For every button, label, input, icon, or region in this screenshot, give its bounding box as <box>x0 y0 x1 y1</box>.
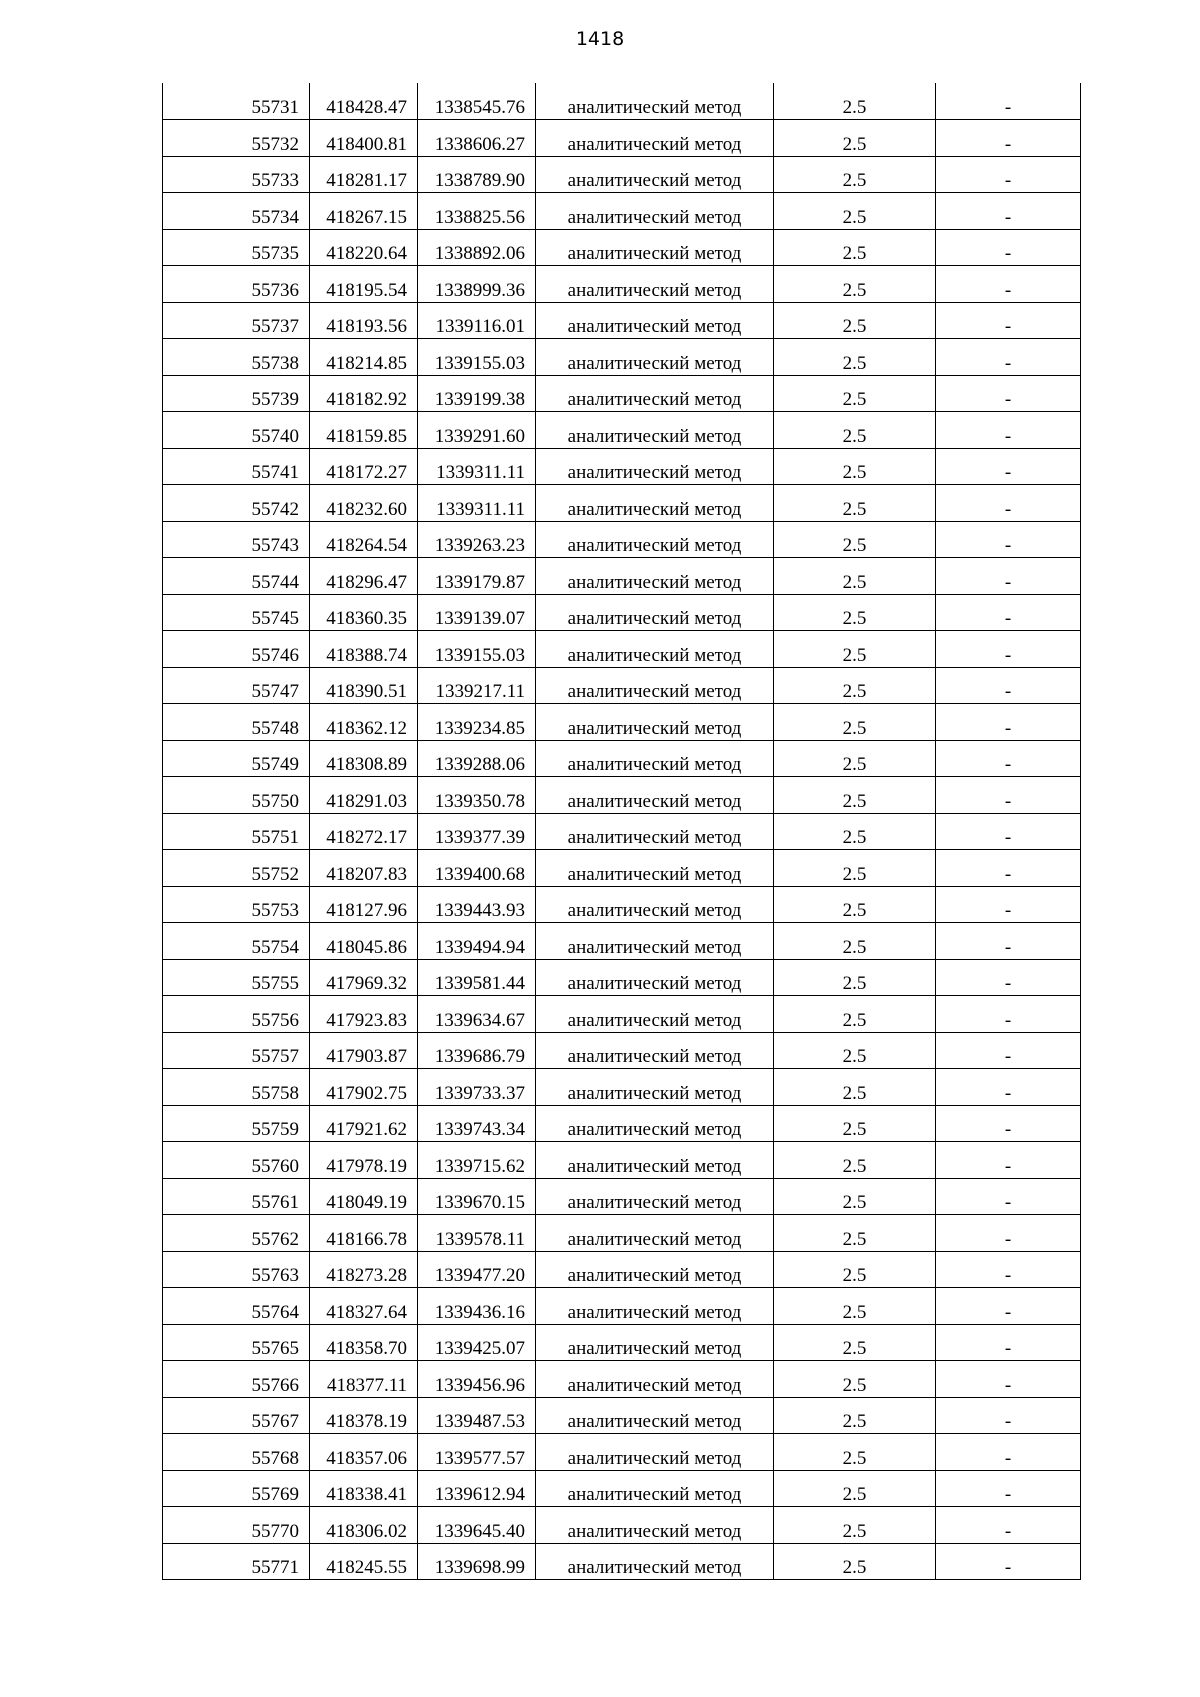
method-cell: аналитический метод <box>536 558 774 595</box>
point-number-cell: 55733 <box>163 156 310 193</box>
note-cell: - <box>936 375 1081 412</box>
note-cell: - <box>936 1361 1081 1398</box>
y-coordinate-cell: 1339456.96 <box>418 1361 536 1398</box>
y-coordinate-cell: 1339494.94 <box>418 923 536 960</box>
x-coordinate-cell: 418127.96 <box>310 886 418 923</box>
note-cell: - <box>936 850 1081 887</box>
method-cell: аналитический метод <box>536 631 774 668</box>
accuracy-cell: 2.5 <box>774 302 936 339</box>
accuracy-cell: 2.5 <box>774 1069 936 1106</box>
note-cell: - <box>936 485 1081 522</box>
method-cell: аналитический метод <box>536 1288 774 1325</box>
accuracy-cell: 2.5 <box>774 485 936 522</box>
table-row <box>163 923 1081 960</box>
point-number-cell: 55759 <box>163 1105 310 1142</box>
point-number-cell: 55760 <box>163 1142 310 1179</box>
point-number-cell: 55741 <box>163 448 310 485</box>
x-coordinate-cell: 418400.81 <box>310 120 418 157</box>
method-cell: аналитический метод <box>536 1470 774 1507</box>
accuracy-cell: 2.5 <box>774 667 936 704</box>
accuracy-cell: 2.5 <box>774 886 936 923</box>
method-cell: аналитический метод <box>536 193 774 230</box>
method-cell: аналитический метод <box>536 1069 774 1106</box>
y-coordinate-cell: 1338892.06 <box>418 229 536 266</box>
note-cell: - <box>936 740 1081 777</box>
accuracy-cell: 2.5 <box>774 412 936 449</box>
accuracy-cell: 2.5 <box>774 850 936 887</box>
table-row <box>163 777 1081 814</box>
method-cell: аналитический метод <box>536 886 774 923</box>
table-row <box>163 959 1081 996</box>
table-row <box>163 704 1081 741</box>
accuracy-cell: 2.5 <box>774 777 936 814</box>
x-coordinate-cell: 418193.56 <box>310 302 418 339</box>
x-coordinate-cell: 418214.85 <box>310 339 418 376</box>
accuracy-cell: 2.5 <box>774 1032 936 1069</box>
point-number-cell: 55745 <box>163 594 310 631</box>
y-coordinate-cell: 1339155.03 <box>418 339 536 376</box>
point-number-cell: 55731 <box>163 83 310 120</box>
x-coordinate-cell: 418045.86 <box>310 923 418 960</box>
accuracy-cell: 2.5 <box>774 1178 936 1215</box>
table-row <box>163 996 1081 1033</box>
method-cell: аналитический метод <box>536 850 774 887</box>
point-number-cell: 55756 <box>163 996 310 1033</box>
x-coordinate-cell: 418245.55 <box>310 1543 418 1580</box>
table-row <box>163 850 1081 887</box>
note-cell: - <box>936 1543 1081 1580</box>
point-number-cell: 55766 <box>163 1361 310 1398</box>
table-row <box>163 1434 1081 1471</box>
y-coordinate-cell: 1339425.07 <box>418 1324 536 1361</box>
y-coordinate-cell: 1339645.40 <box>418 1507 536 1544</box>
point-number-cell: 55764 <box>163 1288 310 1325</box>
point-number-cell: 55735 <box>163 229 310 266</box>
table-row <box>163 156 1081 193</box>
method-cell: аналитический метод <box>536 83 774 120</box>
accuracy-cell: 2.5 <box>774 631 936 668</box>
point-number-cell: 55757 <box>163 1032 310 1069</box>
point-number-cell: 55762 <box>163 1215 310 1252</box>
y-coordinate-cell: 1339377.39 <box>418 813 536 850</box>
point-number-cell: 55736 <box>163 266 310 303</box>
note-cell: - <box>936 83 1081 120</box>
y-coordinate-cell: 1338789.90 <box>418 156 536 193</box>
point-number-cell: 55743 <box>163 521 310 558</box>
note-cell: - <box>936 339 1081 376</box>
method-cell: аналитический метод <box>536 1105 774 1142</box>
accuracy-cell: 2.5 <box>774 375 936 412</box>
note-cell: - <box>936 777 1081 814</box>
y-coordinate-cell: 1339217.11 <box>418 667 536 704</box>
accuracy-cell: 2.5 <box>774 521 936 558</box>
table-row <box>163 375 1081 412</box>
note-cell: - <box>936 886 1081 923</box>
x-coordinate-cell: 418166.78 <box>310 1215 418 1252</box>
x-coordinate-cell: 418264.54 <box>310 521 418 558</box>
method-cell: аналитический метод <box>536 594 774 631</box>
y-coordinate-cell: 1339733.37 <box>418 1069 536 1106</box>
accuracy-cell: 2.5 <box>774 1142 936 1179</box>
method-cell: аналитический метод <box>536 302 774 339</box>
table-row <box>163 339 1081 376</box>
x-coordinate-cell: 418390.51 <box>310 667 418 704</box>
note-cell: - <box>936 923 1081 960</box>
point-number-cell: 55738 <box>163 339 310 376</box>
x-coordinate-cell: 418207.83 <box>310 850 418 887</box>
x-coordinate-cell: 418358.70 <box>310 1324 418 1361</box>
y-coordinate-cell: 1339199.38 <box>418 375 536 412</box>
point-number-cell: 55758 <box>163 1069 310 1106</box>
accuracy-cell: 2.5 <box>774 1105 936 1142</box>
method-cell: аналитический метод <box>536 1324 774 1361</box>
x-coordinate-cell: 418296.47 <box>310 558 418 595</box>
y-coordinate-cell: 1339234.85 <box>418 704 536 741</box>
y-coordinate-cell: 1338606.27 <box>418 120 536 157</box>
accuracy-cell: 2.5 <box>774 1507 936 1544</box>
x-coordinate-cell: 417921.62 <box>310 1105 418 1142</box>
y-coordinate-cell: 1339715.62 <box>418 1142 536 1179</box>
note-cell: - <box>936 1105 1081 1142</box>
method-cell: аналитический метод <box>536 1361 774 1398</box>
table-row <box>163 1251 1081 1288</box>
x-coordinate-cell: 418362.12 <box>310 704 418 741</box>
method-cell: аналитический метод <box>536 996 774 1033</box>
method-cell: аналитический метод <box>536 1178 774 1215</box>
table-row <box>163 1543 1081 1580</box>
y-coordinate-cell: 1338825.56 <box>418 193 536 230</box>
table-row <box>163 558 1081 595</box>
accuracy-cell: 2.5 <box>774 1434 936 1471</box>
point-number-cell: 55732 <box>163 120 310 157</box>
accuracy-cell: 2.5 <box>774 1470 936 1507</box>
table-row <box>163 813 1081 850</box>
note-cell: - <box>936 193 1081 230</box>
method-cell: аналитический метод <box>536 959 774 996</box>
method-cell: аналитический метод <box>536 412 774 449</box>
table-row <box>163 631 1081 668</box>
point-number-cell: 55763 <box>163 1251 310 1288</box>
note-cell: - <box>936 996 1081 1033</box>
method-cell: аналитический метод <box>536 521 774 558</box>
accuracy-cell: 2.5 <box>774 193 936 230</box>
accuracy-cell: 2.5 <box>774 1324 936 1361</box>
x-coordinate-cell: 418281.17 <box>310 156 418 193</box>
accuracy-cell: 2.5 <box>774 558 936 595</box>
method-cell: аналитический метод <box>536 485 774 522</box>
method-cell: аналитический метод <box>536 667 774 704</box>
method-cell: аналитический метод <box>536 1251 774 1288</box>
y-coordinate-cell: 1339612.94 <box>418 1470 536 1507</box>
accuracy-cell: 2.5 <box>774 266 936 303</box>
table-row <box>163 120 1081 157</box>
y-coordinate-cell: 1339698.99 <box>418 1543 536 1580</box>
point-number-cell: 55769 <box>163 1470 310 1507</box>
method-cell: аналитический метод <box>536 120 774 157</box>
method-cell: аналитический метод <box>536 813 774 850</box>
note-cell: - <box>936 156 1081 193</box>
note-cell: - <box>936 266 1081 303</box>
point-number-cell: 55750 <box>163 777 310 814</box>
table-row <box>163 1470 1081 1507</box>
table-row <box>163 1105 1081 1142</box>
table-row <box>163 740 1081 777</box>
x-coordinate-cell: 418267.15 <box>310 193 418 230</box>
y-coordinate-cell: 1339743.34 <box>418 1105 536 1142</box>
table-row <box>163 302 1081 339</box>
point-number-cell: 55739 <box>163 375 310 412</box>
point-number-cell: 55734 <box>163 193 310 230</box>
y-coordinate-cell: 1339436.16 <box>418 1288 536 1325</box>
y-coordinate-cell: 1339577.57 <box>418 1434 536 1471</box>
y-coordinate-cell: 1338545.76 <box>418 83 536 120</box>
table-row <box>163 886 1081 923</box>
x-coordinate-cell: 418220.64 <box>310 229 418 266</box>
table-row <box>163 1288 1081 1325</box>
y-coordinate-cell: 1339291.60 <box>418 412 536 449</box>
note-cell: - <box>936 521 1081 558</box>
point-number-cell: 55767 <box>163 1397 310 1434</box>
method-cell: аналитический метод <box>536 740 774 777</box>
point-number-cell: 55744 <box>163 558 310 595</box>
y-coordinate-cell: 1339686.79 <box>418 1032 536 1069</box>
coordinates-table <box>162 83 1081 1580</box>
note-cell: - <box>936 631 1081 668</box>
y-coordinate-cell: 1339311.11 <box>418 448 536 485</box>
page-number: 1418 <box>575 28 625 50</box>
method-cell: аналитический метод <box>536 1507 774 1544</box>
y-coordinate-cell: 1338999.36 <box>418 266 536 303</box>
table-row <box>163 667 1081 704</box>
note-cell: - <box>936 1178 1081 1215</box>
y-coordinate-cell: 1339670.15 <box>418 1178 536 1215</box>
point-number-cell: 55768 <box>163 1434 310 1471</box>
note-cell: - <box>936 1142 1081 1179</box>
point-number-cell: 55749 <box>163 740 310 777</box>
note-cell: - <box>936 1324 1081 1361</box>
point-number-cell: 55748 <box>163 704 310 741</box>
point-number-cell: 55761 <box>163 1178 310 1215</box>
table-row <box>163 1032 1081 1069</box>
x-coordinate-cell: 418308.89 <box>310 740 418 777</box>
note-cell: - <box>936 1507 1081 1544</box>
table-row <box>163 229 1081 266</box>
method-cell: аналитический метод <box>536 1434 774 1471</box>
method-cell: аналитический метод <box>536 266 774 303</box>
point-number-cell: 55752 <box>163 850 310 887</box>
x-coordinate-cell: 418182.92 <box>310 375 418 412</box>
point-number-cell: 55771 <box>163 1543 310 1580</box>
method-cell: аналитический метод <box>536 229 774 266</box>
method-cell: аналитический метод <box>536 448 774 485</box>
x-coordinate-cell: 417969.32 <box>310 959 418 996</box>
y-coordinate-cell: 1339581.44 <box>418 959 536 996</box>
x-coordinate-cell: 418428.47 <box>310 83 418 120</box>
accuracy-cell: 2.5 <box>774 1251 936 1288</box>
method-cell: аналитический метод <box>536 1397 774 1434</box>
note-cell: - <box>936 1470 1081 1507</box>
x-coordinate-cell: 418360.35 <box>310 594 418 631</box>
point-number-cell: 55753 <box>163 886 310 923</box>
x-coordinate-cell: 418291.03 <box>310 777 418 814</box>
table-row <box>163 594 1081 631</box>
y-coordinate-cell: 1339443.93 <box>418 886 536 923</box>
x-coordinate-cell: 417902.75 <box>310 1069 418 1106</box>
x-coordinate-cell: 418388.74 <box>310 631 418 668</box>
x-coordinate-cell: 418338.41 <box>310 1470 418 1507</box>
point-number-cell: 55754 <box>163 923 310 960</box>
method-cell: аналитический метод <box>536 156 774 193</box>
x-coordinate-cell: 418195.54 <box>310 266 418 303</box>
point-number-cell: 55737 <box>163 302 310 339</box>
y-coordinate-cell: 1339634.67 <box>418 996 536 1033</box>
x-coordinate-cell: 417903.87 <box>310 1032 418 1069</box>
note-cell: - <box>936 1032 1081 1069</box>
accuracy-cell: 2.5 <box>774 339 936 376</box>
note-cell: - <box>936 412 1081 449</box>
accuracy-cell: 2.5 <box>774 996 936 1033</box>
table-row <box>163 1397 1081 1434</box>
y-coordinate-cell: 1339288.06 <box>418 740 536 777</box>
method-cell: аналитический метод <box>536 375 774 412</box>
y-coordinate-cell: 1339139.07 <box>418 594 536 631</box>
x-coordinate-cell: 418159.85 <box>310 412 418 449</box>
accuracy-cell: 2.5 <box>774 1361 936 1398</box>
table-row <box>163 1178 1081 1215</box>
point-number-cell: 55770 <box>163 1507 310 1544</box>
note-cell: - <box>936 1251 1081 1288</box>
x-coordinate-cell: 418049.19 <box>310 1178 418 1215</box>
method-cell: аналитический метод <box>536 923 774 960</box>
x-coordinate-cell: 418273.28 <box>310 1251 418 1288</box>
accuracy-cell: 2.5 <box>774 704 936 741</box>
table-row <box>163 485 1081 522</box>
table-row <box>163 266 1081 303</box>
table-row <box>163 1069 1081 1106</box>
y-coordinate-cell: 1339116.01 <box>418 302 536 339</box>
point-number-cell: 55742 <box>163 485 310 522</box>
note-cell: - <box>936 1069 1081 1106</box>
accuracy-cell: 2.5 <box>774 156 936 193</box>
table-row <box>163 83 1081 120</box>
accuracy-cell: 2.5 <box>774 120 936 157</box>
note-cell: - <box>936 959 1081 996</box>
point-number-cell: 55747 <box>163 667 310 704</box>
x-coordinate-cell: 417978.19 <box>310 1142 418 1179</box>
table-row <box>163 412 1081 449</box>
table-row <box>163 193 1081 230</box>
note-cell: - <box>936 120 1081 157</box>
note-cell: - <box>936 448 1081 485</box>
accuracy-cell: 2.5 <box>774 923 936 960</box>
accuracy-cell: 2.5 <box>774 1288 936 1325</box>
note-cell: - <box>936 1397 1081 1434</box>
note-cell: - <box>936 813 1081 850</box>
y-coordinate-cell: 1339155.03 <box>418 631 536 668</box>
accuracy-cell: 2.5 <box>774 229 936 266</box>
accuracy-cell: 2.5 <box>774 83 936 120</box>
y-coordinate-cell: 1339179.87 <box>418 558 536 595</box>
point-number-cell: 55746 <box>163 631 310 668</box>
method-cell: аналитический метод <box>536 1142 774 1179</box>
point-number-cell: 55751 <box>163 813 310 850</box>
x-coordinate-cell: 418378.19 <box>310 1397 418 1434</box>
x-coordinate-cell: 418327.64 <box>310 1288 418 1325</box>
method-cell: аналитический метод <box>536 339 774 376</box>
accuracy-cell: 2.5 <box>774 1397 936 1434</box>
x-coordinate-cell: 418272.17 <box>310 813 418 850</box>
accuracy-cell: 2.5 <box>774 1543 936 1580</box>
note-cell: - <box>936 302 1081 339</box>
x-coordinate-cell: 418172.27 <box>310 448 418 485</box>
table-row <box>163 521 1081 558</box>
y-coordinate-cell: 1339263.23 <box>418 521 536 558</box>
method-cell: аналитический метод <box>536 1032 774 1069</box>
table-row <box>163 1142 1081 1179</box>
method-cell: аналитический метод <box>536 704 774 741</box>
note-cell: - <box>936 704 1081 741</box>
point-number-cell: 55755 <box>163 959 310 996</box>
x-coordinate-cell: 418377.11 <box>310 1361 418 1398</box>
note-cell: - <box>936 1288 1081 1325</box>
note-cell: - <box>936 558 1081 595</box>
coordinates-table-body <box>163 83 1081 1580</box>
table-row <box>163 1361 1081 1398</box>
table-row <box>163 1507 1081 1544</box>
method-cell: аналитический метод <box>536 1543 774 1580</box>
accuracy-cell: 2.5 <box>774 448 936 485</box>
method-cell: аналитический метод <box>536 1215 774 1252</box>
x-coordinate-cell: 418306.02 <box>310 1507 418 1544</box>
note-cell: - <box>936 1215 1081 1252</box>
y-coordinate-cell: 1339400.68 <box>418 850 536 887</box>
point-number-cell: 55740 <box>163 412 310 449</box>
point-number-cell: 55765 <box>163 1324 310 1361</box>
method-cell: аналитический метод <box>536 777 774 814</box>
y-coordinate-cell: 1339487.53 <box>418 1397 536 1434</box>
y-coordinate-cell: 1339477.20 <box>418 1251 536 1288</box>
accuracy-cell: 2.5 <box>774 959 936 996</box>
accuracy-cell: 2.5 <box>774 813 936 850</box>
accuracy-cell: 2.5 <box>774 594 936 631</box>
note-cell: - <box>936 1434 1081 1471</box>
y-coordinate-cell: 1339311.11 <box>418 485 536 522</box>
note-cell: - <box>936 229 1081 266</box>
y-coordinate-cell: 1339578.11 <box>418 1215 536 1252</box>
accuracy-cell: 2.5 <box>774 740 936 777</box>
note-cell: - <box>936 667 1081 704</box>
table-row <box>163 1324 1081 1361</box>
table-row <box>163 1215 1081 1252</box>
accuracy-cell: 2.5 <box>774 1215 936 1252</box>
x-coordinate-cell: 417923.83 <box>310 996 418 1033</box>
note-cell: - <box>936 594 1081 631</box>
table-row <box>163 448 1081 485</box>
x-coordinate-cell: 418232.60 <box>310 485 418 522</box>
x-coordinate-cell: 418357.06 <box>310 1434 418 1471</box>
y-coordinate-cell: 1339350.78 <box>418 777 536 814</box>
